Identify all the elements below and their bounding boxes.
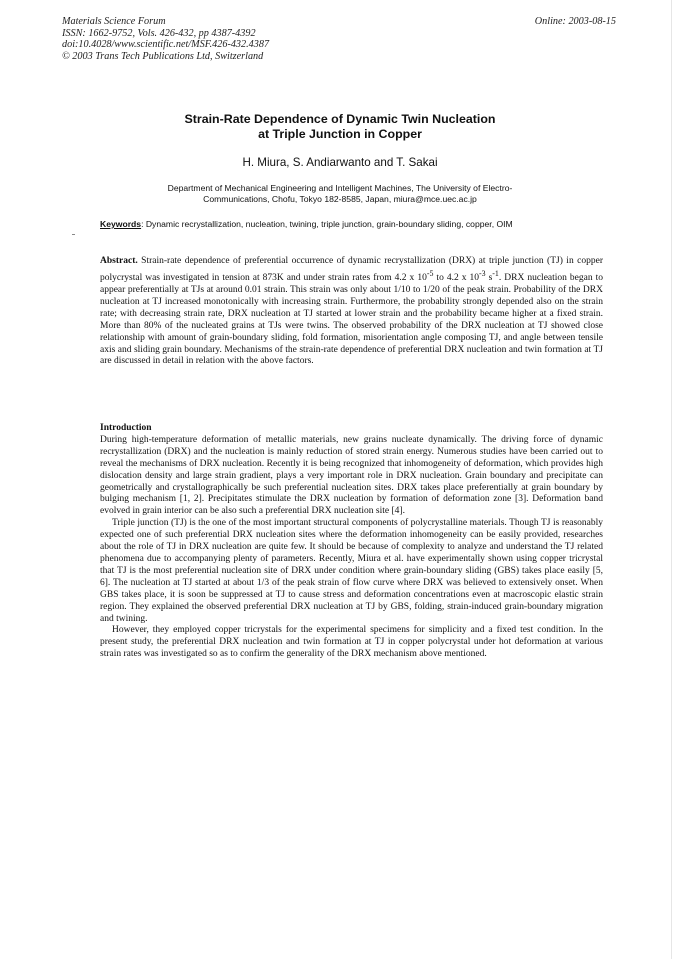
intro-paragraph-3: However, they employed copper tricrystals for the experimental specimens for simplicity and a fixed test condition. In the present study, the preferential DRX nucleation and twin formation at TJ in copper polycrystal under hot deformation at various strain rates was investigated so as to confirm the generality of the DRX mechanism above mentioned. bbox=[100, 625, 603, 660]
doi-line: doi:10.4028/www.scientific.net/MSF.426-432.4387 bbox=[62, 39, 270, 51]
abstract-text-b: to 4.2 x 10 bbox=[433, 273, 479, 284]
introduction-section bbox=[100, 423, 603, 661]
abstract-paragraph bbox=[100, 256, 603, 368]
abstract-text-a: Strain-rate dependence of preferential occurrence of dynamic recrystallization (DRX) at triple junction (TJ) in copper polycrystal was investigated in tension at 873K and under strain rates from 4.2 x 10 bbox=[100, 256, 603, 284]
title-line-1: Strain-Rate Dependence of Dynamic Twin Nucleation bbox=[184, 112, 496, 126]
abstract-exp-3: -1 bbox=[492, 268, 499, 278]
abstract-label: Abstract. bbox=[100, 256, 138, 266]
title-line-2: at Triple Junction in Copper bbox=[258, 126, 422, 141]
intro-paragraph-2: Triple junction (TJ) is the one of the most important structural components of polycrystalline materials. Though TJ is reasonably expected one of such preferential DRX nucleation sites where the deformation inhomogeneity can be easily provided, researches about the role of TJ in DRX nucleation are quite few. It should be because of complexity to analyze and understand the TJ related phenomena due to accompanying plenty of parameters. Recently, Miura et al. have experimentally shown using copper tricrystal that TJ is the most preferential nucleation site of DRX under condition where grain-boundary sliding (GBS) takes place easily [5, 6]. The nucleation at TJ started at about 1/3 of the peak strain of flow curve where DRX was believed to extensively onset. When GBS takes place, it is soon be suppressed at TJ to cause stress and deformation concentrations even at macroscopic elastic strain region. They explained the observed preferential DRX nucleation at TJ by GBS, folding, strain-induced grain-boundary migration and twining. bbox=[100, 518, 603, 624]
keywords-text: : Dynamic recrystallization, nucleation, twining, triple junction, grain-boundary sliding, copper, OIM bbox=[141, 219, 513, 229]
abstract-exp-2: -3 bbox=[478, 268, 486, 278]
affiliation bbox=[110, 183, 570, 205]
page-edge bbox=[671, 0, 672, 959]
affiliation-line-1: Department of Mechanical Engineering and Intelligent Machines, The University of Electro- bbox=[167, 183, 513, 193]
section-heading: Introduction bbox=[100, 423, 152, 433]
issn-line: ISSN: 1662-9752, Vols. 426-432, pp 4387-4392 bbox=[62, 27, 256, 39]
affiliation-line-2: Communications, Chofu, Tokyo 182-8585, Japan, miura@mce.uec.ac.jp bbox=[203, 194, 477, 205]
author-list: H. Miura, S. Andiarwanto and T. Sakai bbox=[242, 156, 438, 169]
abstract-text-d: . DRX nucleation began to appear preferentially at TJs at around 0.01 strain. This strain was only about 1/10 to 1/20 of the peak strain. Probability of the DRX nucleation at TJ increased monotonically with increasing strain. Furthermore, the probability strongly depended also on the strain rate; with decreasing strain rate, DRX nucleation at TJ started at lower strain and the probability became higher at a fixed strain. More than 80% of the nucleated grains at TJs were twins. The observed probability of the DRX nucleation at TJ showed close relationship with amount of grain-boundary sliding, fold formation, misorientation angle composing TJ, and angle between tensile axis and sliding grain boundary. Mechanisms of the strain-rate dependence of preferential DRX nucleation and twin formation at TJ are discussed in detail in relation with the above factors. bbox=[100, 273, 604, 367]
abstract bbox=[100, 256, 603, 368]
intro-paragraph-1: During high-temperature deformation of metallic materials, new grains nucleate dynamically. The driving force of dynamic recrystallization (DRX) and the nucleation is mainly reduction of stored strain energy. Numerous studies have been carried out to reveal the mechanisms of DRX nucleation. Recently it is being recognized that inhomogeneity of deformation, which provides high dislocation density and large strain gradient, plays a very important role in DRX nucleation. Grain boundary and precipitate can geometrically and crystallographically be such preferential nucleation sites. DRX takes place preferentially at grain boundary by bulging mechanism [1, 2]. Precipitates stimulate the DRX nucleation by formation of deformation zone [3]. Deformation band evolved in grain interior can be also such a preferential DRX nucleation site [4]. bbox=[100, 434, 603, 517]
online-date: Online: 2003-08-15 bbox=[534, 16, 616, 27]
abstract-text-c: s bbox=[485, 273, 493, 284]
keywords-label: Keywords bbox=[100, 219, 142, 229]
abstract-exp-1: -5 bbox=[426, 268, 434, 278]
keywords bbox=[100, 219, 603, 231]
journal-name: Materials Science Forum bbox=[62, 16, 166, 27]
copyright-line: © 2003 Trans Tech Publications Ltd, Switzerland bbox=[62, 50, 264, 62]
paper-title bbox=[100, 112, 580, 141]
journal-info bbox=[62, 16, 382, 62]
margin-mark bbox=[72, 234, 75, 235]
